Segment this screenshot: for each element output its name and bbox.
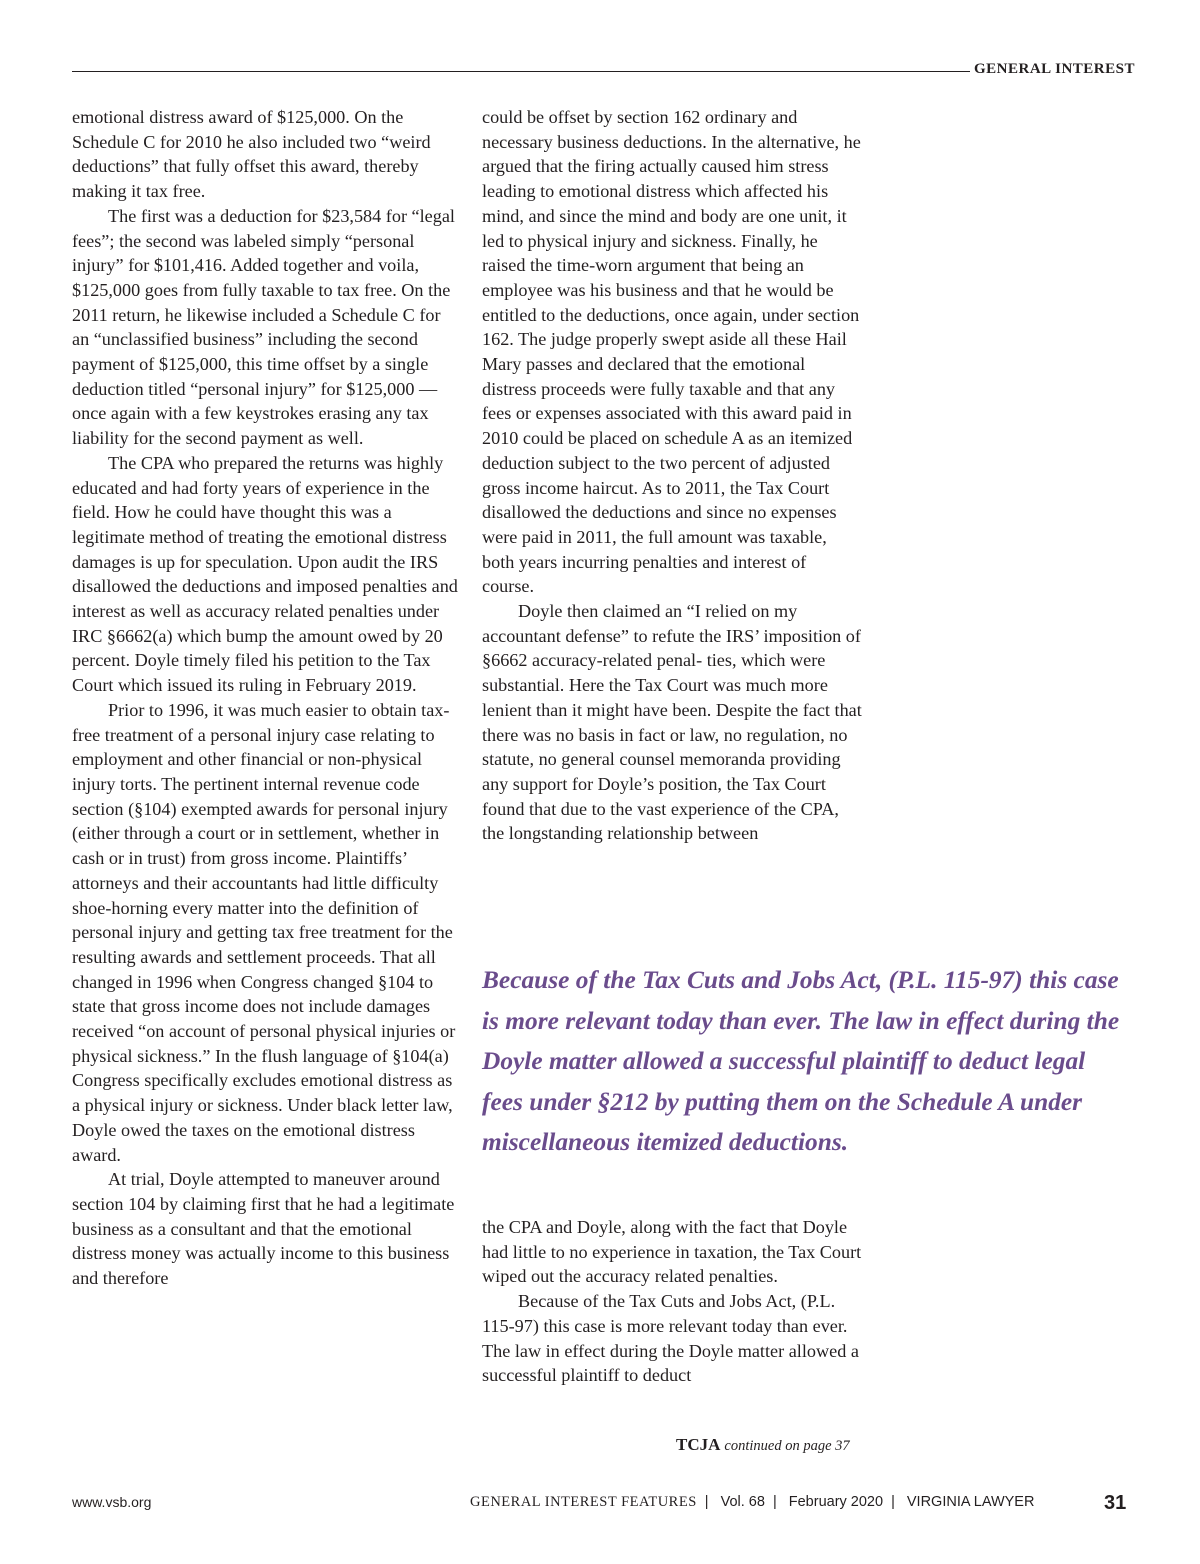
paragraph: Prior to 1996, it was much easier to obtain tax-free treatment of a personal injury case relating to employment and other financial or non-physical injury torts. The pertinent internal revenue code section (§104) exempted awards for personal injury (either through a court or in settlement, whether in cash or in trust) from gross income. Plaintiffs’ attorneys and their accountants had little difficulty shoe-horning every matter into the definition of personal injury and getting tax free treatment for the resulting awards and settlement proceeds. That all changed in 1996 when Congress changed §104 to state that gross income does not include damages received “on account of personal physical injuries or physical sickness.” In the flush language of §104(a) Congress specifically excludes emotional distress as a physical injury or sickness. Under black letter law, Doyle owed the taxes on the emotional distress award. [72,699,456,1165]
footer-separator: | [772,1494,777,1510]
right-column-bottom [482,1215,862,1388]
paragraph: could be offset by section 162 ordinary and necessary business deductions. In the alternative, he argued that the firing actually caused him stress leading to emotional distress which affected his mind, and since the mind and body are one unit, it led to physical injury and sickness. Finally, he raised the time-worn argument that being an employee was his business and that he would be entitled to the deductions, once again, under section 162. The judge properly swept aside all these Hail Mary passes and declared that the emotional distress proceeds were fully taxable and that any fees or expenses associated with this award paid in 2010 could be placed on schedule A as an itemized deduction subject to the two percent of adjusted gross income haircut. As to 2011, the Tax Court disallowed the deductions and since no expenses were paid in 2011, the full amount was taxable, both years incurring penalties and interest of course. [482,107,861,597]
paragraph: emotional distress award of $125,000. On the Schedule C for 2010 he also included two “weird deductions” that fully offset this award, thereby making it tax free. [72,107,431,202]
paragraph: The first was a deduction for $23,584 for “legal fees”; the second was labeled simply “personal injury” for $101,416. Added together and voila, $125,000 goes from fully taxable to tax free. On the 2011 return, he likewise included a Schedule C for an “unclassified business” including the second payment of $125,000, this time offset by a single deduction titled “personal injury” for $125,000 — once again with a few keystrokes erasing any tax liability for the second payment as well. [72,205,455,449]
paragraph: Doyle then claimed an “I relied on my accountant defense” to refute the IRS’ imposition of §6662 accuracy-related penal- ties, which were substantial. Here the Tax Court was much more lenient than it might have been. Despite the fact that there was no basis in fact or law, no regulation, no statute, no general counsel memoranda providing any support for Doyle’s position, the Tax Court found that due to the vast experience of the CPA, the longstanding relationship between [482,601,862,844]
continued-tag: TCJA [676,1435,721,1454]
footer-publication: VIRGINIA LAWYER [906,1494,1035,1510]
paragraph: At trial, Doyle attempted to maneuver around section 104 by claiming first that he had a legitimate business as a consultant and that the emotional distress money was actually income to this business and therefore [72,1169,455,1289]
footer-info [470,1494,1034,1511]
footer-volume: Vol. 68 [720,1494,765,1510]
footer-url: www.vsb.org [72,1494,152,1510]
right-column-top [482,105,862,846]
paragraph: The CPA who prepared the returns was highly educated and had forty years of experience in the field. How he could have thought this was a legitimate method of treating the emotional distress damages is up for speculation. Upon audit the IRS disallowed the deductions and imposed penalties and interest as well as accuracy related penalties under IRC §6662(a) which bump the amount owed by 20 percent. Doyle timely filed his petition to the Tax Court which issued its ruling in February 2019. [72,452,458,696]
footer-section: GENERAL INTEREST FEATURES [470,1494,697,1510]
page-number: 31 [1104,1492,1127,1514]
paragraph: the CPA and Doyle, along with the fact that Doyle had little to no experience in taxation, the Tax Court wiped out the accuracy related penalties. [482,1217,862,1287]
pull-quote: Because of the Tax Cuts and Jobs Act, (P.L. 115-97) this case is more relevant today than ever. The law in effect during the Doyle matter allowed a successful plaintiff to deduct legal fees under §212 by putting them on the Schedule A under miscellaneous itemized deductions. [482,966,1120,1156]
footer-date: February 2020 [788,1494,884,1510]
footer-separator: | [891,1494,895,1510]
continued-note: continued on page 37 [724,1438,850,1454]
section-label: GENERAL INTEREST [974,61,1135,77]
continued-line [676,1435,850,1455]
paragraph: Because of the Tax Cuts and Jobs Act, (P.L. 115-97) this case is more relevant today than ever. The law in effect during the Doyle matter allowed a successful plaintiff to deduct [482,1291,859,1386]
header-rule [72,71,970,72]
footer-separator: | [704,1494,709,1510]
left-column [72,105,458,1291]
